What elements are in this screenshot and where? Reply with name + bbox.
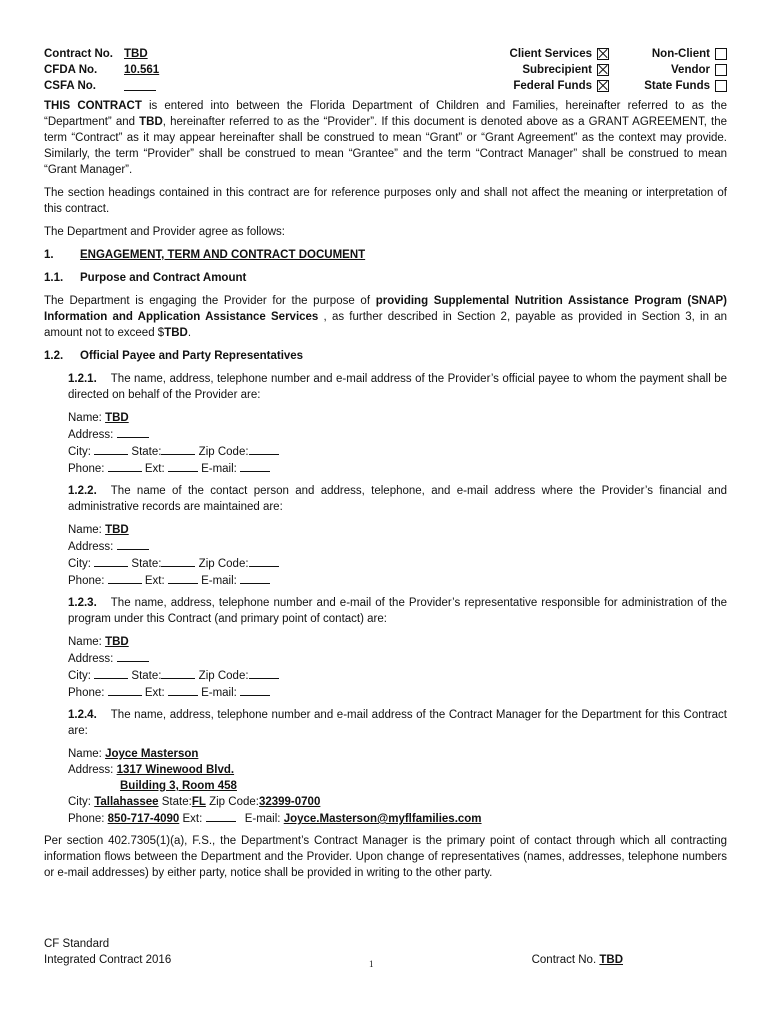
section-number: 1.2.: [44, 350, 64, 362]
payee-name: TBD: [105, 412, 129, 424]
state-label: State:: [161, 796, 192, 808]
address-label: Address:: [68, 764, 114, 776]
city-label: City:: [68, 796, 91, 808]
phone-label: Phone:: [68, 575, 105, 587]
purpose-paragraph: [44, 293, 727, 341]
manager-zip: 32399-0700: [258, 796, 321, 808]
phone-blank: [108, 572, 142, 584]
email-blank: [240, 684, 270, 696]
vendor-label: Vendor: [671, 64, 710, 76]
ext-label: Ext:: [144, 687, 165, 699]
manager-email[interactable]: Joyce.Masterson@myflfamilies.com: [283, 813, 482, 825]
client-services-label: Client Services: [509, 48, 592, 60]
state-blank: [161, 555, 195, 567]
contract-page: [44, 46, 727, 888]
intro-text-a: is entered into between the Florida Department of Children and Families, hereinafter referred to as the “Department” and: [44, 100, 727, 128]
section-title: Purpose and Contract Amount: [80, 272, 247, 284]
phone-label: Phone:: [68, 687, 105, 699]
name-label: Name:: [68, 524, 102, 536]
subsection-number: 1.2.4.: [68, 709, 97, 721]
contract-header: [44, 46, 727, 98]
records-paragraph: [44, 483, 727, 515]
zip-label: Zip Code:: [198, 446, 249, 458]
email-blank: [240, 572, 270, 584]
city-blank: [94, 443, 128, 455]
section-1-1-heading: [44, 270, 727, 286]
city-label: City:: [68, 446, 91, 458]
address-blank: [117, 426, 149, 438]
email-label: E-mail:: [201, 575, 237, 587]
manager-name: Joyce Masterson: [105, 748, 199, 760]
csfa-blank: [124, 78, 156, 91]
address-blank: [117, 538, 149, 550]
phone-label: Phone:: [68, 463, 105, 475]
state-blank: [161, 667, 195, 679]
zip-label: Zip Code:: [198, 558, 249, 570]
manager-state: FL: [191, 796, 206, 808]
csfa-label: CSFA No.: [44, 80, 96, 92]
email-blank: [240, 460, 270, 472]
section-title: Official Payee and Party Representatives: [80, 350, 304, 362]
name-label: Name:: [68, 412, 102, 424]
purpose-text-b: , as further described in Section 2, payable as provided in Section 3, in an amount not to exceed $: [44, 311, 728, 339]
cfda-label: CFDA No.: [44, 64, 98, 76]
state-label: State:: [131, 670, 162, 682]
ext-label: Ext:: [144, 463, 165, 475]
contract-no-value: TBD: [124, 48, 148, 60]
section-number: 1.: [44, 249, 54, 261]
representative-name: TBD: [105, 636, 129, 648]
agree-paragraph: The Department and Provider agree as follows:: [44, 226, 285, 238]
zip-blank: [249, 443, 279, 455]
records-contact-block: [68, 522, 727, 589]
intro-lead: THIS CONTRACT: [44, 100, 142, 112]
purpose-services: providing Supplemental Nutrition Assistance Program (SNAP) Information and Application Assistance Services: [44, 295, 727, 323]
address-label: Address:: [68, 429, 114, 441]
city-label: City:: [68, 670, 91, 682]
subsection-number: 1.2.1.: [68, 373, 97, 385]
footer-contract-value: TBD: [599, 954, 623, 966]
email-label: E-mail:: [201, 687, 237, 699]
manager-city: Tallahassee: [94, 796, 159, 808]
name-label: Name:: [68, 636, 102, 648]
section-title: ENGAGEMENT, TERM AND CONTRACT DOCUMENT: [80, 249, 366, 261]
state-funds-checkbox[interactable]: [715, 80, 727, 92]
manager-address-line2: Building 3, Room 458: [120, 780, 237, 792]
phone-label: Phone:: [68, 813, 105, 825]
city-blank: [94, 555, 128, 567]
page-number: 1: [369, 959, 374, 969]
address-label: Address:: [68, 653, 114, 665]
footer-contract-number: [532, 952, 623, 968]
zip-label: Zip Code:: [198, 670, 249, 682]
contract-identifiers: [44, 46, 159, 94]
address-blank: [117, 650, 149, 662]
footer-line2: Integrated Contract 2016: [44, 954, 172, 966]
ext-label: Ext:: [182, 813, 203, 825]
manager-address-line1: 1317 Winewood Blvd.: [116, 764, 235, 776]
ext-label: Ext:: [144, 575, 165, 587]
contract-manager-paragraph: [44, 707, 727, 739]
ext-blank: [206, 810, 236, 822]
subsection-text: The name, address, telephone number and e-mail of the Provider’s representative responsible for administration of the program under this Contract (and primary point of contact) are:: [68, 597, 727, 625]
checkbox-group-left: [510, 46, 609, 94]
records-name: TBD: [105, 524, 129, 536]
subsection-text: The name of the contact person and address, telephone, and e-mail address where the Provider’s financial and administrative records are maintained are:: [68, 485, 727, 513]
name-label: Name:: [68, 748, 102, 760]
checkbox-group-right: [644, 46, 727, 94]
federal-funds-label: Federal Funds: [513, 80, 592, 92]
address-label: Address:: [68, 541, 114, 553]
state-blank: [161, 443, 195, 455]
zip-blank: [249, 555, 279, 567]
zip-label: Zip Code:: [209, 796, 259, 808]
manager-phone: 850-717-4090: [107, 813, 180, 825]
state-funds-label: State Funds: [644, 80, 710, 92]
payee-contact-block: [68, 410, 727, 477]
email-label: E-mail:: [244, 813, 281, 825]
representative-paragraph: [44, 595, 727, 627]
subsection-number: 1.2.3.: [68, 597, 97, 609]
representative-contact-block: [68, 634, 727, 701]
footer-line1: CF Standard: [44, 938, 110, 950]
city-blank: [94, 667, 128, 679]
contract-amount: TBD: [164, 327, 188, 339]
phone-blank: [108, 684, 142, 696]
contract-no-label: Contract No.: [44, 48, 113, 60]
phone-blank: [108, 460, 142, 472]
subsection-text: The name, address, telephone number and e-mail address of the Provider’s official payee to whom the payment shall be directed on behalf of the Provider are:: [68, 373, 727, 401]
purpose-text-c: .: [187, 327, 192, 339]
state-label: State:: [131, 558, 162, 570]
non-client-label: Non-Client: [651, 48, 710, 60]
provider-name: TBD: [139, 116, 163, 128]
section-number: 1.1.: [44, 272, 64, 284]
contract-manager-contact-block: [68, 746, 727, 827]
ext-blank: [168, 460, 198, 472]
cfda-value: 10.561: [124, 64, 160, 76]
non-client-checkbox[interactable]: [715, 48, 727, 60]
intro-text-b: , hereinafter referred to as the “Provider”. If this document is denoted above as a GRANT AGREEMENT, the term “Contract” as it may appear hereinafter shall be construed to mean “Grant” or “Grant Agreement” as the context may provide. Similarly, the term “Provider” shall be construed to mean “Grantee” and the term “Contract Manager” shall be construed to mean “Grant Manager”.: [44, 116, 727, 176]
vendor-checkbox[interactable]: [715, 64, 727, 76]
page-footer: [44, 936, 727, 968]
subrecipient-label: Subrecipient: [522, 64, 592, 76]
city-label: City:: [68, 558, 91, 570]
subsection-text: The name, address, telephone number and e-mail address of the Contract Manager for the Department for this Contract are:: [68, 709, 727, 737]
federal-funds-checkbox[interactable]: [597, 80, 609, 92]
headings-paragraph: The section headings contained in this contract are for reference purposes only and shall not affect the meaning or interpretation of this contract.: [44, 187, 727, 215]
section-1-heading: [44, 247, 727, 263]
purpose-text-a: The Department is engaging the Provider for the purpose of: [44, 295, 376, 307]
subrecipient-checkbox[interactable]: [597, 64, 609, 76]
state-label: State:: [131, 446, 162, 458]
ext-blank: [168, 684, 198, 696]
intro-paragraph: [44, 98, 727, 178]
payee-paragraph: [44, 371, 727, 403]
client-services-checkbox[interactable]: [597, 48, 609, 60]
email-label: E-mail:: [201, 463, 237, 475]
ext-blank: [168, 572, 198, 584]
section-1-2-heading: [44, 348, 727, 364]
subsection-number: 1.2.2.: [68, 485, 97, 497]
zip-blank: [249, 667, 279, 679]
closing-paragraph: Per section 402.7305(1)(a), F.S., the Department’s Contract Manager is the primary point of contact through which all contracting information flows between the Department and the Provider. Upon change of representatives (names, addresses, telephone numbers or e-mail addresses) by either party, notice shall be provided in writing to the other party.: [44, 835, 727, 879]
footer-contract-label: Contract No.: [531, 954, 597, 966]
